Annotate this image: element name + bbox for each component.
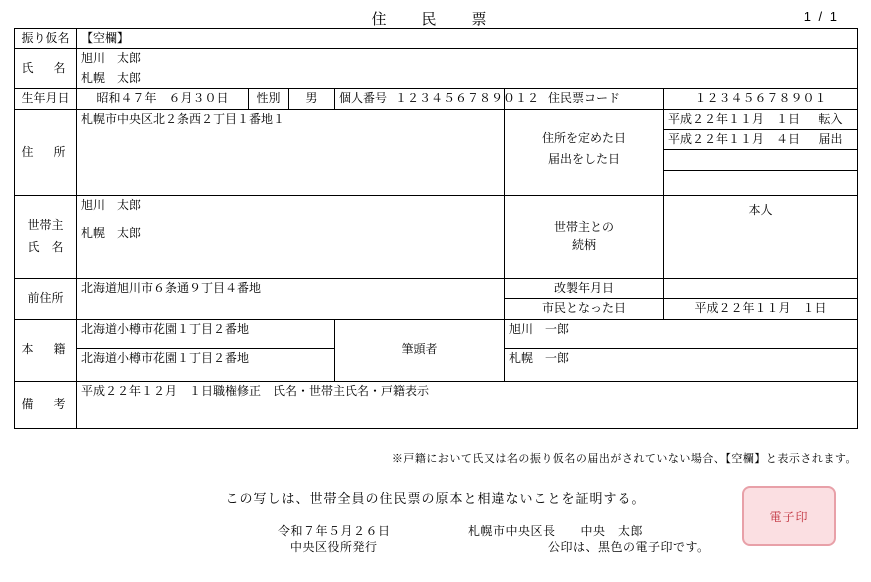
- certification-text: この写しは、世帯全員の住民票の原本と相違ないことを証明する。: [225, 491, 646, 506]
- address-date-spacer-top: [505, 109, 664, 129]
- remarks-value: 平成２２年１２月 １日職権修正 氏名・世帯主氏名・戸籍表示: [77, 381, 858, 428]
- table-row-remarks: [15, 381, 858, 428]
- electronic-seal: [742, 486, 836, 546]
- relation-label: [505, 195, 664, 278]
- birth-value: 昭和４７年 ６月３０日: [77, 89, 249, 109]
- relation-label-line-2: 続柄: [571, 237, 596, 252]
- furigana-value: 【空欄】: [77, 29, 858, 49]
- honseki-line-2: 北海道小樽市花園１丁目２番地: [77, 348, 335, 381]
- revision-date-value: [664, 278, 858, 298]
- honseki-line-1: 北海道小樽市花園１丁目２番地: [77, 319, 335, 348]
- householder-name-line-2: 札幌 太郎: [77, 224, 505, 248]
- resident-code-value: １２３４５６７８９０１: [664, 89, 858, 109]
- mayor-name: 札幌市中央区長 中央 太郎: [468, 524, 644, 538]
- birth-label: 生年月日: [15, 89, 77, 109]
- seal-note: 公印は、黒色の電子印です。: [548, 540, 710, 554]
- table-row-furigana: [15, 29, 858, 49]
- address-date-row-3: [664, 150, 858, 171]
- relation-label-line-1: 世帯主との: [553, 220, 614, 235]
- honseki-label: 本 籍: [15, 319, 77, 381]
- table-row-householder-1: [15, 195, 858, 224]
- address-date-row-2: [664, 129, 858, 149]
- address-date-label-2: 届出をした日: [505, 150, 664, 171]
- householder-name-line-1: 旭川 太郎: [77, 195, 505, 224]
- address-date-row-4: [664, 171, 858, 196]
- prev-address-label: 前住所: [15, 278, 77, 319]
- table-row-name: [15, 49, 858, 69]
- address-value: 札幌市中央区北２条西２丁目１番地１: [77, 109, 505, 195]
- electronic-seal-label: 電子印: [769, 509, 809, 524]
- address-date-1-kind: 転入: [818, 111, 843, 126]
- name-line-1: 旭川 太郎: [77, 49, 858, 69]
- householder-label-line-1: 世帯主: [27, 218, 64, 233]
- householder-label-line-2: 氏 名: [27, 239, 64, 254]
- hittousha-label: 筆頭者: [335, 319, 505, 381]
- address-date-row-1: [664, 109, 858, 129]
- hittousha-line-2: 札幌 一郎: [505, 348, 858, 381]
- furigana-note: ※戸籍において氏又は名の振り仮名の届出がされていない場合、【空欄】と表示されます。: [391, 453, 857, 465]
- address-date-2-value: 平成２２年１１月 ４日: [668, 131, 801, 146]
- table-row-birth: [15, 89, 858, 109]
- sex-label: 性別: [249, 89, 289, 109]
- issue-date: 令和７年５月２６日: [278, 524, 391, 538]
- address-date-label-1: 住所を定めた日: [505, 129, 664, 149]
- name-line-2: 札幌 太郎: [77, 69, 858, 89]
- mynumber-label: 個人番号: [339, 91, 388, 106]
- sex-value: 男: [289, 89, 335, 109]
- hittousha-line-1: 旭川 一郎: [505, 319, 858, 348]
- furigana-label: 振り仮名: [15, 29, 77, 49]
- resident-code-label: 住民票コード: [505, 89, 664, 109]
- page-title: 住 民 票: [371, 11, 497, 28]
- address-date-1-value: 平成２２年１１月 １日: [668, 111, 801, 126]
- issuing-office: 中央区役所発行: [290, 540, 378, 554]
- resident-record-table: [14, 28, 858, 429]
- page-number: 1 / 1: [803, 9, 839, 24]
- mynumber-value: １２３４５６７８９０１２: [395, 91, 540, 106]
- address-date-spacer-bottom: [505, 171, 664, 196]
- revision-date-label: 改製年月日: [505, 278, 664, 298]
- prev-address-value: 北海道旭川市６条通９丁目４番地: [77, 278, 505, 319]
- remarks-label: 備 考: [15, 381, 77, 428]
- address-label: 住 所: [15, 109, 77, 195]
- title-row: [14, 8, 857, 28]
- table-row-prev-address: [15, 278, 858, 298]
- relation-value: 本人: [664, 195, 858, 278]
- citizen-date-value: 平成２２年１１月 １日: [664, 299, 858, 319]
- mynumber-cell: [335, 89, 540, 109]
- name-label: 氏 名: [15, 49, 77, 89]
- householder-label: [15, 195, 77, 278]
- table-row-honseki-1: [15, 319, 858, 348]
- address-date-2-kind: 届出: [818, 131, 843, 146]
- citizen-date-label: 市民となった日: [505, 299, 664, 319]
- table-row-address-1: [15, 109, 858, 129]
- table-row-name-2: [15, 69, 858, 89]
- householder-name-spacer: [77, 248, 505, 279]
